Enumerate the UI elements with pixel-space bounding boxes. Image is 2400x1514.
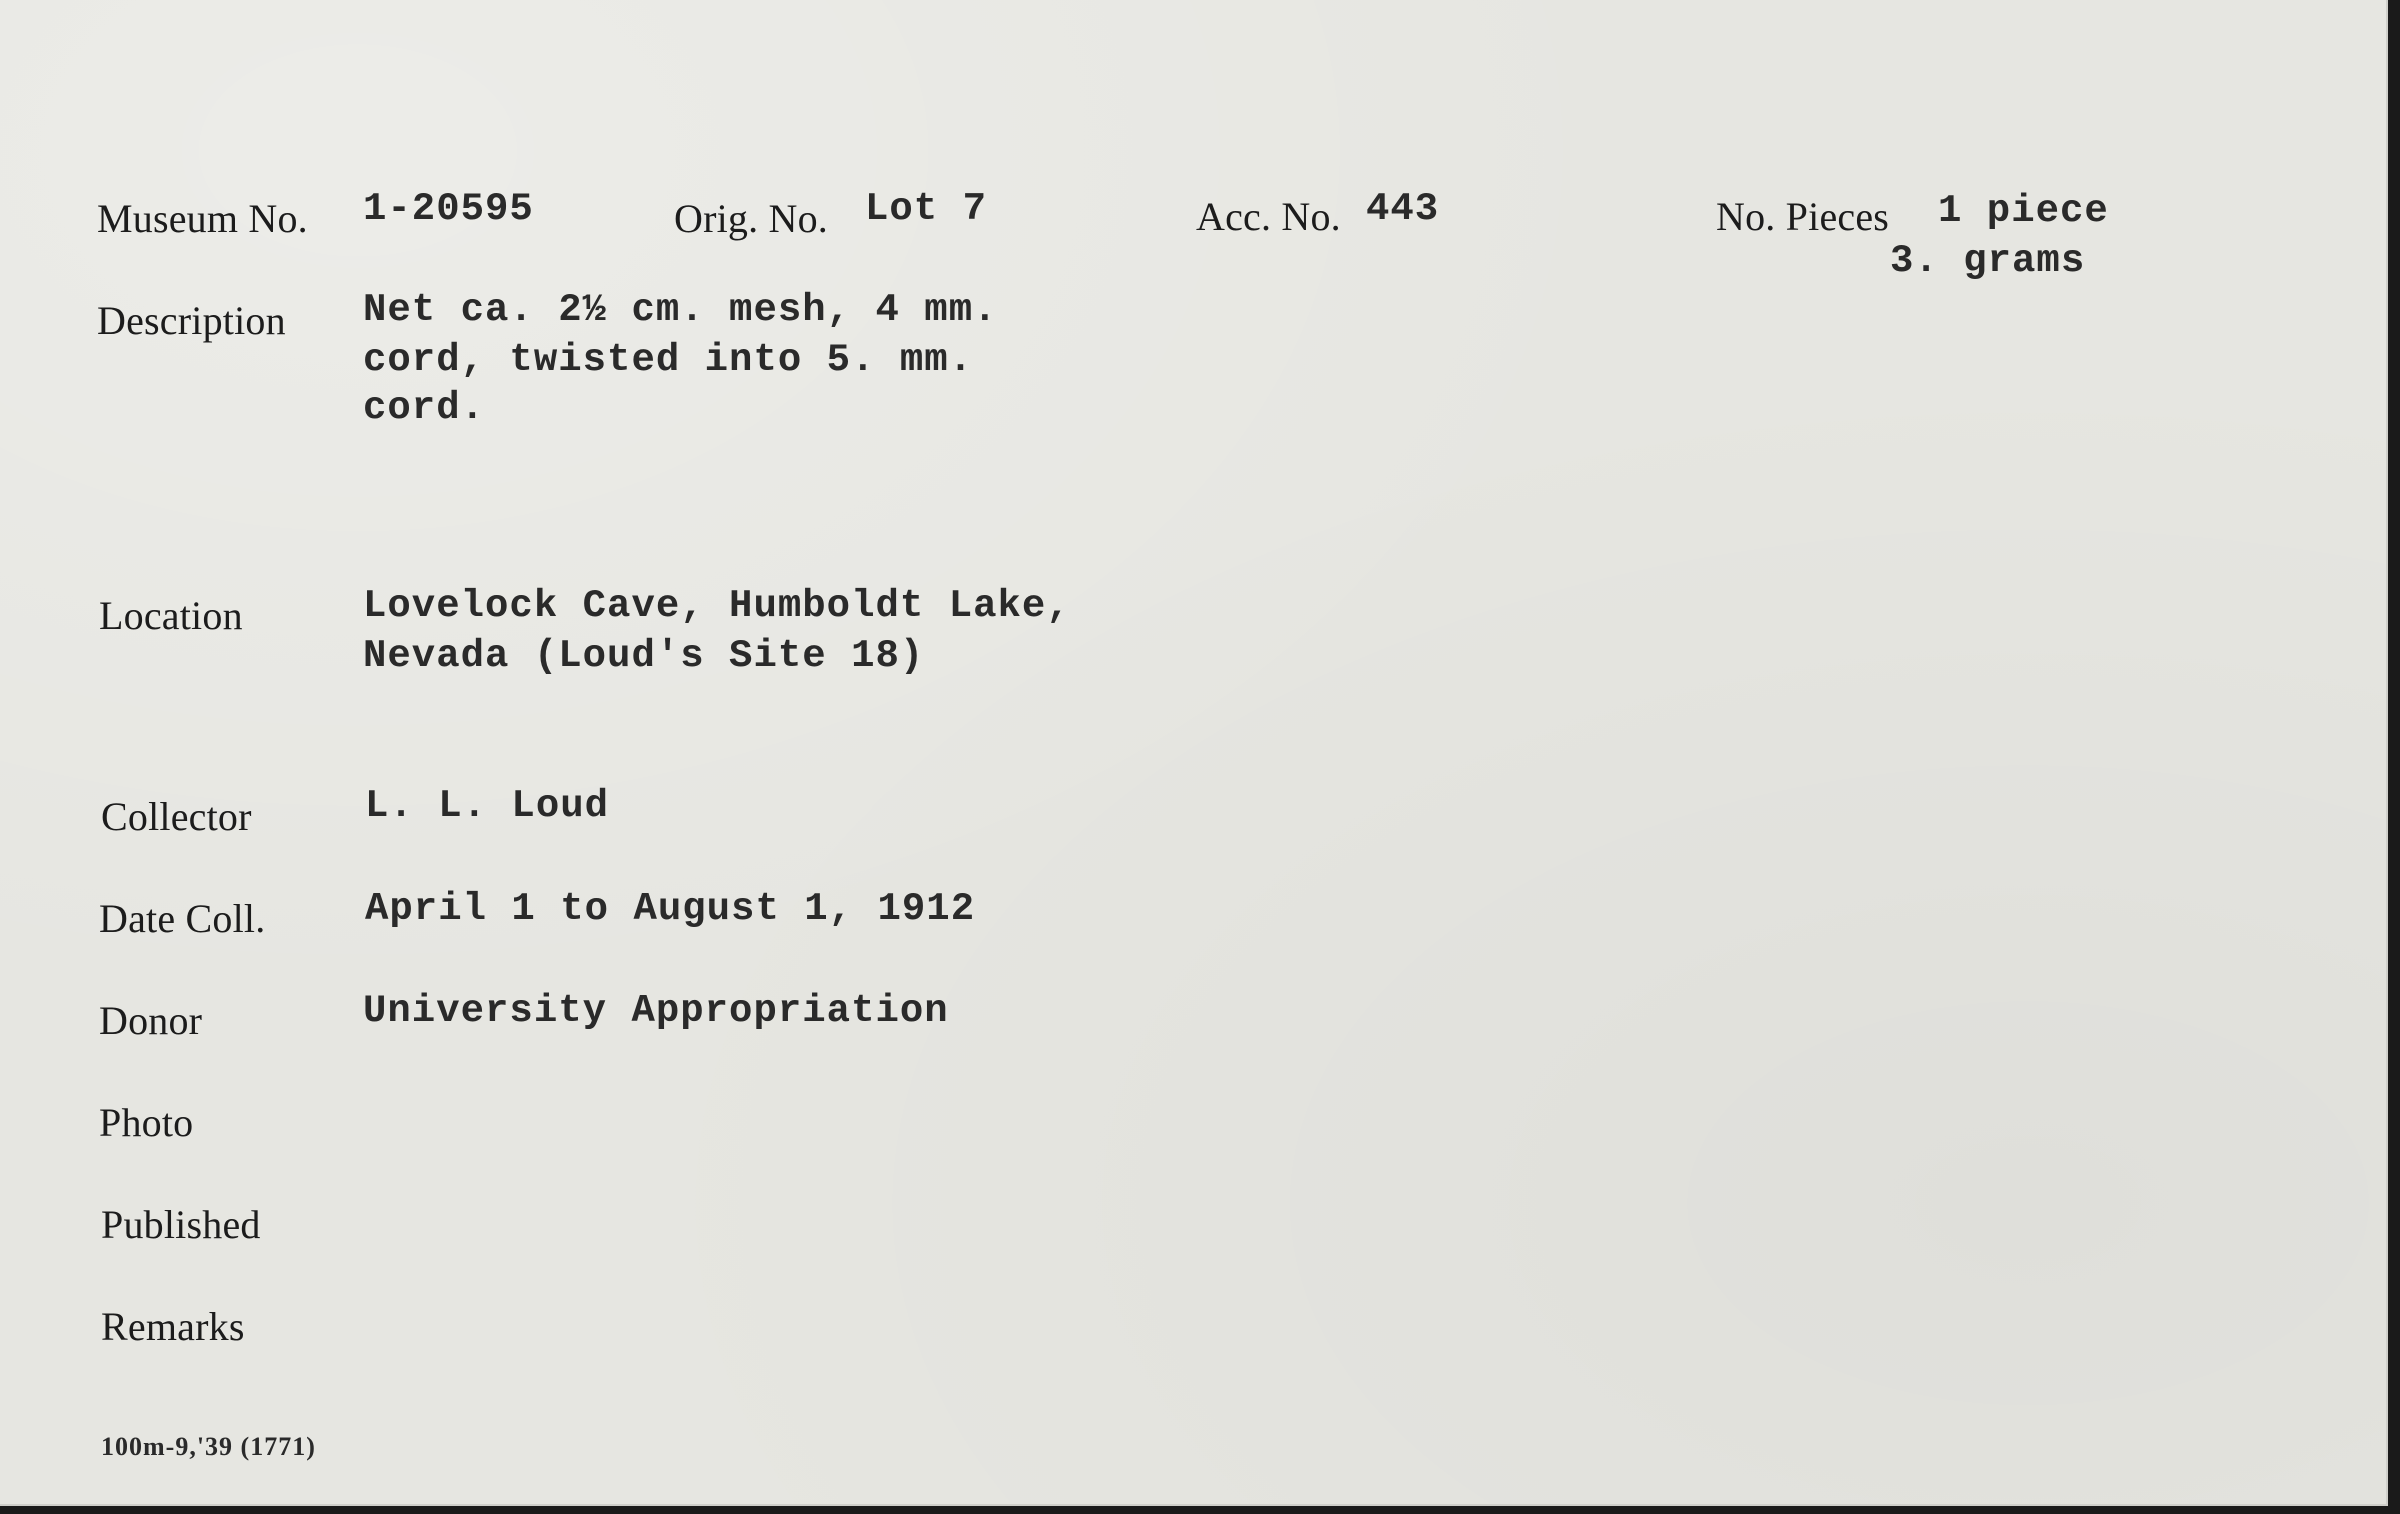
acc-no-value: 443 bbox=[1366, 187, 1440, 231]
no-pieces-value: 1 piece bbox=[1938, 189, 2109, 233]
donor-label: Donor bbox=[99, 998, 203, 1043]
date-coll-label: Date Coll. bbox=[99, 896, 266, 941]
photo-label: Photo bbox=[99, 1100, 194, 1145]
no-pieces-label: No. Pieces bbox=[1716, 194, 1890, 239]
date-coll-value: April 1 to August 1, 1912 bbox=[365, 887, 976, 931]
location-label: Location bbox=[99, 593, 243, 638]
museum-no-label: Museum No. bbox=[97, 196, 308, 241]
location-line: Nevada (Loud's Site 18) bbox=[363, 634, 925, 678]
form-code: 100m-9,'39 (1771) bbox=[101, 1432, 316, 1461]
orig-no-label: Orig. No. bbox=[674, 196, 829, 241]
no-pieces-weight: 3. grams bbox=[1890, 239, 2086, 283]
location-line: Lovelock Cave, Humboldt Lake, bbox=[363, 584, 1071, 628]
collector-value: L. L. Loud bbox=[365, 784, 610, 828]
museum-no-value: 1-20595 bbox=[363, 187, 534, 231]
orig-no-value: Lot 7 bbox=[865, 187, 988, 231]
description-line: Net ca. 2½ cm. mesh, 4 mm. bbox=[363, 288, 998, 332]
published-label: Published bbox=[101, 1202, 261, 1247]
donor-value: University Appropriation bbox=[363, 989, 949, 1033]
description-line: cord, twisted into 5. mm. bbox=[363, 338, 974, 382]
description-line: cord. bbox=[363, 386, 486, 430]
collector-label: Collector bbox=[101, 794, 252, 839]
acc-no-label: Acc. No. bbox=[1196, 194, 1341, 239]
description-label: Description bbox=[97, 298, 286, 343]
remarks-label: Remarks bbox=[101, 1304, 245, 1349]
